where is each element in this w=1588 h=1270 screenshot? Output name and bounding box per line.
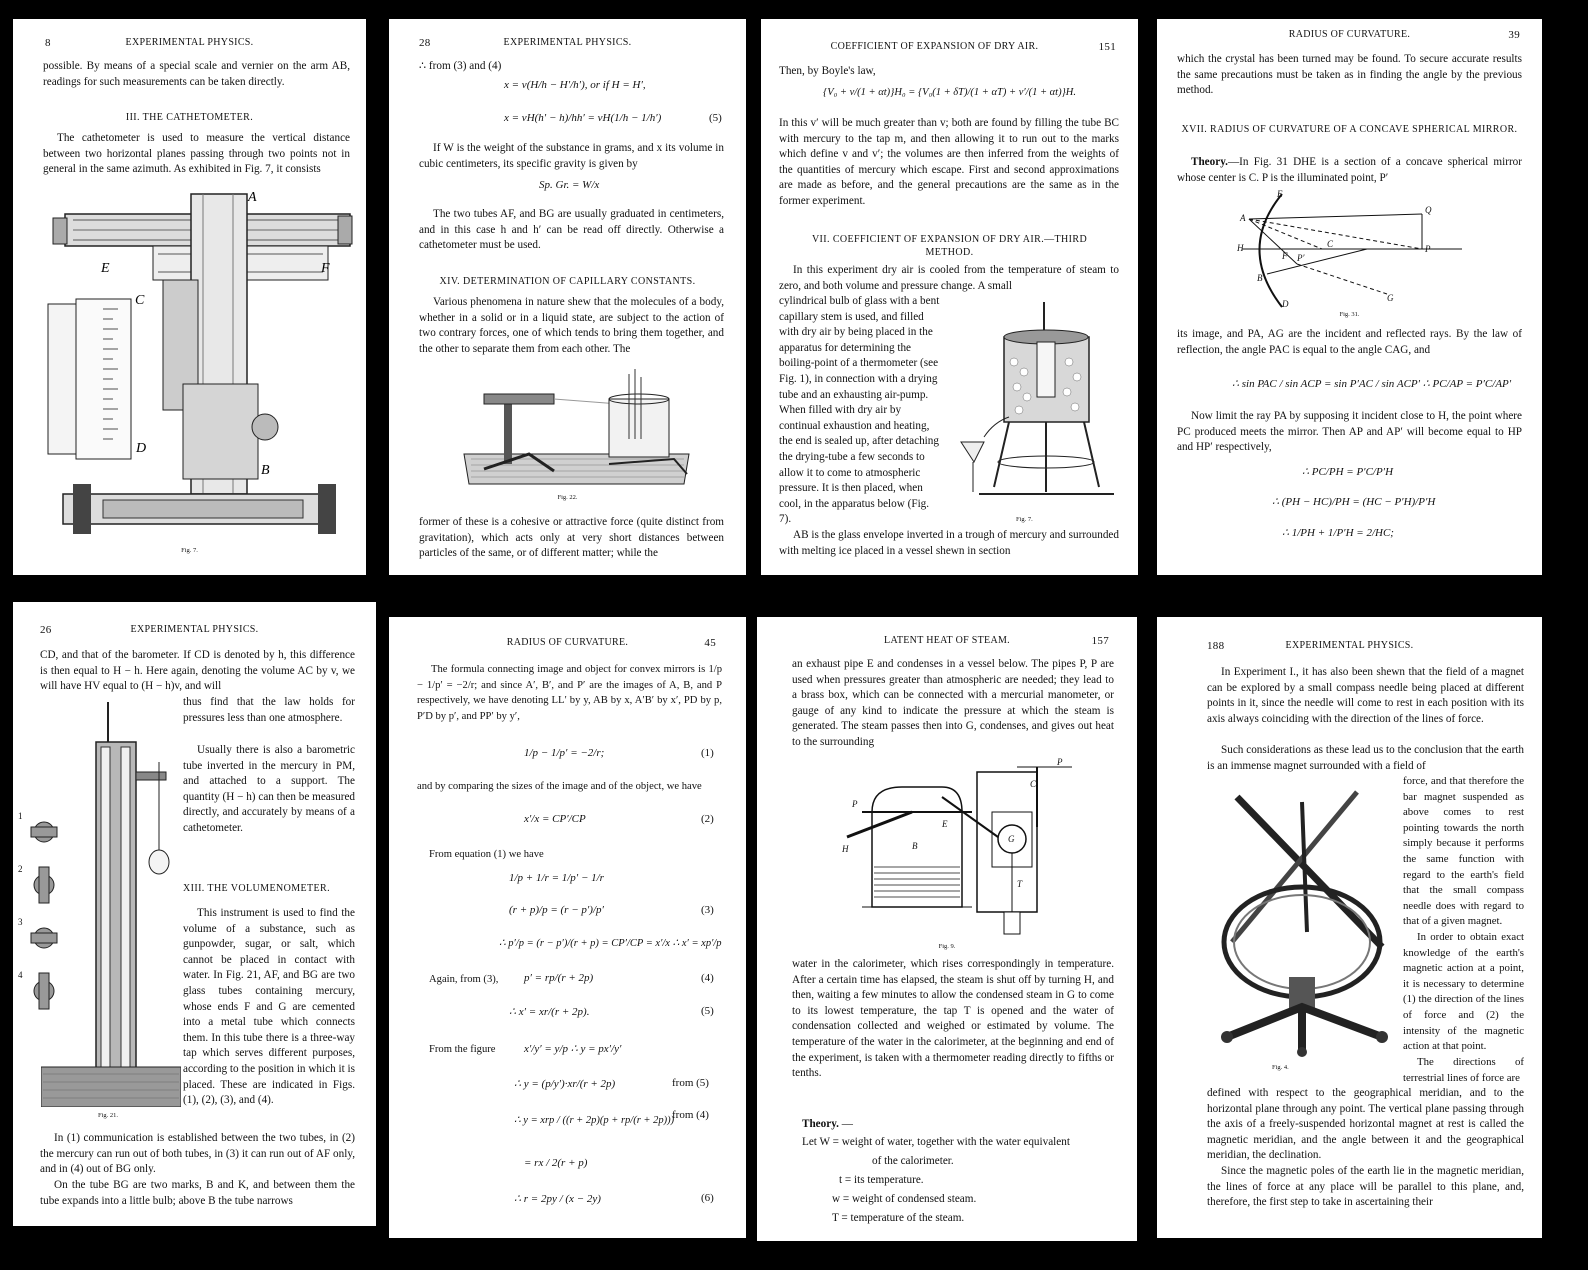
paragraph: an exhaust pipe E and condenses in a vessel below. The pipes P, P are used when pressures greater than atmospheric are needed; they lead to a brass box, which can be connected with a mercurial manometer, or gauge of any kind to indicate the pressure at which the steam is generated. The steam passes then into G, condenses, and gives out heat to the surrounding (792, 658, 1114, 748)
figure-caption: Fig. 9. (938, 943, 956, 950)
boyles-law-equation: {V₀ + v/(1 + αt)}H₀ = {V₀(1 + δT)/(1 + αT) + v′/(1 + αt)}H. (823, 87, 1076, 98)
label-h: H (842, 844, 849, 854)
equation-1: 1/p − 1/p′ = −2/r; (524, 747, 605, 759)
section-heading: III. THE CATHETOMETER. (125, 112, 254, 123)
paragraph-wrapped: In order to obtain exact knowledge of the earth's magnetic action at a point, it is necessary to determine (1) the direction of the lines of force and (2) the intensity of the magnetic action at that point. (1403, 931, 1524, 1053)
paragraph: its image, and PA, AG are the incident and reflected rays. By the law of reflection, the angle PAC is equal to the angle CAG, and (1177, 328, 1522, 356)
equation-3b: (r + p)/p = (r − p′)/p′ (509, 904, 604, 916)
equation-sine-ratio: ∴ sin PAC / sin ACP = sin P′AC / sin ACP′ ∴ PC/AP = P′C/AP′ (1232, 378, 1512, 390)
page-number: 188 (1207, 640, 1225, 652)
label-p-left: P (852, 799, 858, 809)
page-8 (13, 19, 366, 575)
equation-number: (4) (701, 972, 714, 984)
paragraph: This instrument is used to find the volume of a substance, such as gunpowder, sugar, or salt, which cannot be placed in contact with water. In Fig. 21, AF, and BG are two glass tubes containing mercury, whose ends F and G are cemented into a metal tube which connects them. In this tube there is a three-way tap which serves different purposes, according to the position in which it is placed. These are indicated in Figs. (1), (2), (3), and (4). (183, 907, 355, 1107)
intro-text: which the crystal has been turned may be found. To secure accurate results the same precautions must be taken as in finding the angle by the previous method. (1177, 53, 1522, 97)
figure-caption: Fig. 7. (181, 547, 198, 554)
label-e: E (942, 819, 948, 829)
equation-4: p′ = rp/(r + 2p) (524, 972, 594, 984)
equation-lead: ∴ from (3) and (4) (419, 60, 502, 72)
equation-x: x = v(H/h − H′/h′), or if H = H′, (504, 79, 646, 91)
figure-caption: Fig. 21. (98, 1112, 119, 1119)
figure-caption: Fig. 7. (1016, 516, 1033, 523)
paragraph: and by comparing the sizes of the image and of the object, we have (417, 781, 702, 792)
page-number: 45 (704, 637, 716, 649)
page-151 (761, 19, 1138, 575)
equation-lead: From equation (1) we have (429, 849, 544, 860)
page-number: 8 (45, 37, 51, 49)
paragraph: former of these is a cohesive or attractive force (quite distinct from gravitation), which acts only at very short distances between particles of the same, or of different matter; while the (419, 516, 724, 560)
page-number: 157 (1091, 635, 1109, 647)
paragraph: In this v′ will be much greater than v; both are found by filling the tube BC with mercury to the tap m, and then allowing it to run out to the marks which define v and v′; the volumes are then inferred from the weights of the quantities of mercury which escape. First and second approximations are made as before, and the general precautions are the same as in the former experiment. (779, 117, 1119, 207)
paragraph: Such considerations as these lead us to the conclusion that the earth is an immense magnet surrounded with a field of (1207, 744, 1524, 772)
paragraph: Now limit the ray PA by supposing it incident close to H, the point where PC produced meets the mirror. Then AP and AP′ will become equal to HP and HP′ respectively, (1177, 410, 1522, 454)
equation-6a: x′/y′ = y/p ∴ y = px′/y′ (524, 1043, 622, 1055)
theory-dash: — (838, 1118, 853, 1130)
definition-w-small: w = weight of condensed steam. (832, 1193, 977, 1205)
tap-label-4: 4 (18, 970, 23, 980)
fig-label-c: C (135, 293, 145, 308)
section-heading: XIV. DETERMINATION OF CAPILLARY CONSTANTS. (439, 276, 696, 287)
fig-label-a: A (248, 190, 257, 205)
running-title: EXPERIMENTAL PHYSICS. (503, 37, 632, 48)
running-title: RADIUS OF CURVATURE. (1288, 29, 1411, 40)
fig-label-d: D (136, 441, 147, 456)
paragraph: On the tube BG are two marks, B and K, and between them the tube expands into a little bulb; above B the tube narrows (40, 1179, 355, 1207)
equation-number: (5) (709, 112, 722, 124)
running-title: RADIUS OF CURVATURE. (506, 637, 629, 648)
theory-label: Theory. (802, 1118, 839, 1130)
fig-label-f: F (321, 261, 330, 276)
fig-label-e: E (101, 261, 110, 276)
paragraph: The formula connecting image and object for convex mirrors is 1/p − 1/p′ = −2/r; and since A′, B′, and P′ are the images of A, B, and P respectively, we have denoting LL′ by y, AB by x, A′B′ by x′, PD by p, P′D by p′, and PP′ by y′, (417, 664, 722, 722)
definition-w: Let W = weight of water, together with the water equivalent (802, 1136, 1070, 1148)
equation-2: x′/x = CP′/CP (524, 813, 586, 825)
concave-mirror-diagram (1237, 189, 1467, 309)
equation-6b: ∴ y = (p/y′)·xr/(r + 2p) (514, 1078, 616, 1090)
paragraph: If W is the weight of the substance in grams, and x its volume in cubic centimeters, its specific gravity is given by (419, 142, 724, 170)
label-t: T (1017, 879, 1023, 889)
label-p-right: P (1057, 757, 1063, 767)
equation-5: x = vH(h′ − h)/hh′ = vH(1/h − 1/h′) (504, 112, 662, 124)
label-h: H (1237, 243, 1244, 253)
paragraph: In this experiment dry air is cooled from the temperature of steam to zero, and both volume and pressure change. A small (779, 264, 1119, 292)
page-number: 26 (40, 624, 52, 636)
equation-3c: ∴ p′/p = (r − p′)/(r + p) = CP′/CP = x′/x ∴ x′ = xp′/p (499, 938, 722, 949)
label-p: P (1425, 244, 1431, 254)
label-b: B (912, 841, 918, 851)
equation-lead: Again, from (3), (429, 974, 499, 985)
running-title: EXPERIMENTAL PHYSICS. (125, 37, 254, 48)
equation-pc-ph: ∴ PC/PH = P′C/P′H (1302, 466, 1394, 478)
figure-caption: Fig. 4. (1272, 1064, 1289, 1071)
running-title: COEFFICIENT OF EXPANSION OF DRY AIR. (830, 41, 1039, 52)
equation-number: (1) (701, 747, 714, 759)
intro-text: possible. By means of a special scale and vernier on the arm AB, readings for such measurements can be taken directly. (43, 60, 350, 88)
equation-lead: From the figure (429, 1044, 496, 1055)
running-title: EXPERIMENTAL PHYSICS. (130, 624, 259, 635)
equation-3a: 1/p + 1/r = 1/p′ − 1/r (509, 872, 604, 884)
paragraph: The two tubes AF, and BG are usually graduated in centimeters, and in this case h and h′ can be read off directly. Otherwise a cathetometer must be used. (419, 208, 724, 252)
tap-label-3: 3 (18, 917, 23, 927)
paragraph: In Experiment I., it has also been shewn that the field of a magnet can be explored by a small compass needle being placed at different points in it, since the needle will come to rest in each position with its axis always coinciding with the direction of the lines of force. (1207, 666, 1524, 725)
label-b: B (1257, 273, 1263, 283)
tap-label-1: 1 (18, 811, 23, 821)
theory-heading (802, 1117, 952, 1133)
paragraph-wrapped: thus find that the law holds for pressures less than one atmosphere. (183, 696, 355, 724)
page-28 (389, 19, 746, 575)
theory-label: Theory. (1191, 156, 1228, 168)
figure-caption: Fig. 31. (1339, 311, 1360, 318)
equation-6c: ∴ y = xrp / ((r + 2p)(p + rp/(r + 2p))) (514, 1115, 675, 1126)
paragraph: Various phenomena in nature shew that the molecules of a body, whether in a solid or in a liquid state, are subject to the action of two contrary forces, one of which tends to bring them together, and the other to separate them from each other. The (419, 296, 724, 355)
paragraph-wrapped: force, and that therefore the bar magnet suspended as above comes to rest pointing towards the north simply because it performs the same function with regard to the earth's field that the small compass needle does with regard to that of a given magnet. (1403, 775, 1524, 928)
equation-6: ∴ r = 2py / (x − 2y) (514, 1193, 601, 1205)
equation-6d: = rx / 2(r + p) (524, 1157, 588, 1169)
definition-t: t = its temperature. (839, 1174, 924, 1186)
page-39 (1157, 19, 1542, 575)
figure-caption: Fig. 22. (557, 494, 578, 501)
paragraph: CD, and that of the barometer. If CD is denoted by h, this difference is then equal to H − h. Here again, denoting the volume AC by v, we will have HV equal to (H − h)v, and will (40, 649, 355, 693)
label-g: G (1008, 834, 1015, 844)
paragraph: AB is the glass envelope inverted in a trough of mercury and surrounded with melting ice placed in a vessel shewn in section (779, 529, 1119, 557)
capillary-apparatus-illustration (459, 359, 694, 489)
cathetometer-illustration (43, 184, 353, 539)
definition-w-cont: of the calorimeter. (872, 1155, 954, 1167)
label-q: Q (1425, 205, 1432, 215)
section-heading: XIII. THE VOLUMENOMETER. (183, 883, 330, 894)
paragraph: Since the magnetic poles of the earth lie in the magnetic meridian, the lines of force at any place will be parallel to this plane, and, therefore, the first step to take in ascertaining their (1207, 1165, 1524, 1209)
equation-number: (5) (701, 1005, 714, 1017)
label-d: D (1282, 299, 1289, 309)
page-45 (389, 617, 746, 1238)
section-heading: VII. COEFFICIENT OF EXPANSION OF DRY AIR.—THIRD METHOD. (811, 234, 1088, 258)
fig-label-b: B (261, 463, 270, 478)
page-157 (757, 617, 1137, 1241)
equation-number: (2) (701, 813, 714, 825)
label-c: C (1327, 239, 1334, 249)
theory-paragraph (1177, 155, 1522, 186)
running-title: EXPERIMENTAL PHYSICS. (1285, 640, 1414, 651)
section-heading: XVII. RADIUS OF CURVATURE OF A CONCAVE SPHERICAL MIRROR. (1181, 124, 1518, 135)
label-c: C (1030, 779, 1037, 789)
equation-lead: Then, by Boyle's law, (779, 65, 876, 77)
page-26 (13, 602, 376, 1226)
equation-number: (6) (701, 1192, 714, 1204)
paragraph: defined with respect to the geographical meridian, and to the horizontal plane through any point. The vertical plane passing through the axis of a freely-suspended horizontal magnet at rest is called the magnetic meridian, and the angle between it and the geographical meridian, the declination. (1207, 1087, 1524, 1162)
paragraph: Usually there is also a barometric tube inverted in the mercury in PM, and attached to a support. The quantity (H − h) can then be measured directly, and accurately by means of a cathetometer. (183, 744, 355, 834)
steam-apparatus-diagram (842, 757, 1072, 937)
equation-result: ∴ 1/PH + 1/P′H = 2/HC; (1282, 527, 1394, 539)
equation-number: (3) (701, 904, 714, 916)
label-e: E (1277, 189, 1283, 199)
equation-reference: from (5) (672, 1077, 709, 1089)
paragraph-wrapped: The directions of terrestrial lines of force are (1403, 1056, 1524, 1084)
paragraph: water in the calorimeter, which rises correspondingly in temperature. After a certain time has elapsed, the steam is shut off by turning H, and then, waiting a few minutes to allow the condensed steam in G to come to its lowest temperature, the tap T is opened and the water of condensation collected and weighed or estimated by volume. The temperature of the water in the calorimeter, at the beginning and end of the experiment, is taken with a thermometer reading directly to fifths or tenths. (792, 958, 1114, 1080)
three-way-tap-illustrations (16, 807, 71, 1027)
body-text: The cathetometer is used to measure the vertical distance between two horizontal planes passing through two points not in general in the same azimuth. As exhibited in Fig. 7, it consists (43, 132, 350, 176)
equation-specific-gravity: Sp. Gr. = W/x (539, 179, 600, 191)
paragraph: In (1) communication is established between the two tubes, in (2) the mercury can run out of both tubes, in (3) it can run out of AF only, and in (4) out of BG only. (40, 1132, 355, 1176)
definition-t-upper: T = temperature of the steam. (832, 1212, 965, 1224)
tap-label-2: 2 (18, 864, 23, 874)
magnetometer-illustration (1207, 782, 1397, 1057)
theory-text: —In Fig. 31 DHE is a section of a concave spherical mirror whose center is C. P is the illuminated point, P′ (1177, 156, 1522, 184)
equation-reference: from (4) (672, 1109, 709, 1121)
page-188 (1157, 617, 1542, 1238)
page-number: 151 (1098, 41, 1116, 53)
label-p-prime: P′ (1297, 253, 1305, 263)
running-title: LATENT HEAT OF STEAM. (884, 635, 1010, 646)
page-number: 28 (419, 37, 431, 49)
label-f: F (1282, 251, 1288, 261)
page-number: 39 (1508, 29, 1520, 41)
equation-ph-hc: ∴ (PH − HC)/PH = (HC − P′H)/P′H (1272, 496, 1436, 508)
label-a: A (1240, 213, 1246, 223)
paragraph-wrapped: cylindrical bulb of glass with a bent capillary stem is used, and filled with dry air by being placed in the apparatus for determining the boiling-point of a thermometer (see Fig. 1), in connection with a drying tube and an exhausting air-pump. When filled with dry air by continual exhaustion and heating, the end is sealed up, after detaching the drying-tube a few seconds to allow it to come to atmospheric pressure. It is then placed, when cool, in the apparatus below (Fig. 7). (779, 295, 940, 526)
dry-air-apparatus-illustration (949, 302, 1121, 512)
label-g: G (1387, 293, 1394, 303)
equation-5: ∴ x′ = xr/(r + 2p). (509, 1006, 590, 1018)
